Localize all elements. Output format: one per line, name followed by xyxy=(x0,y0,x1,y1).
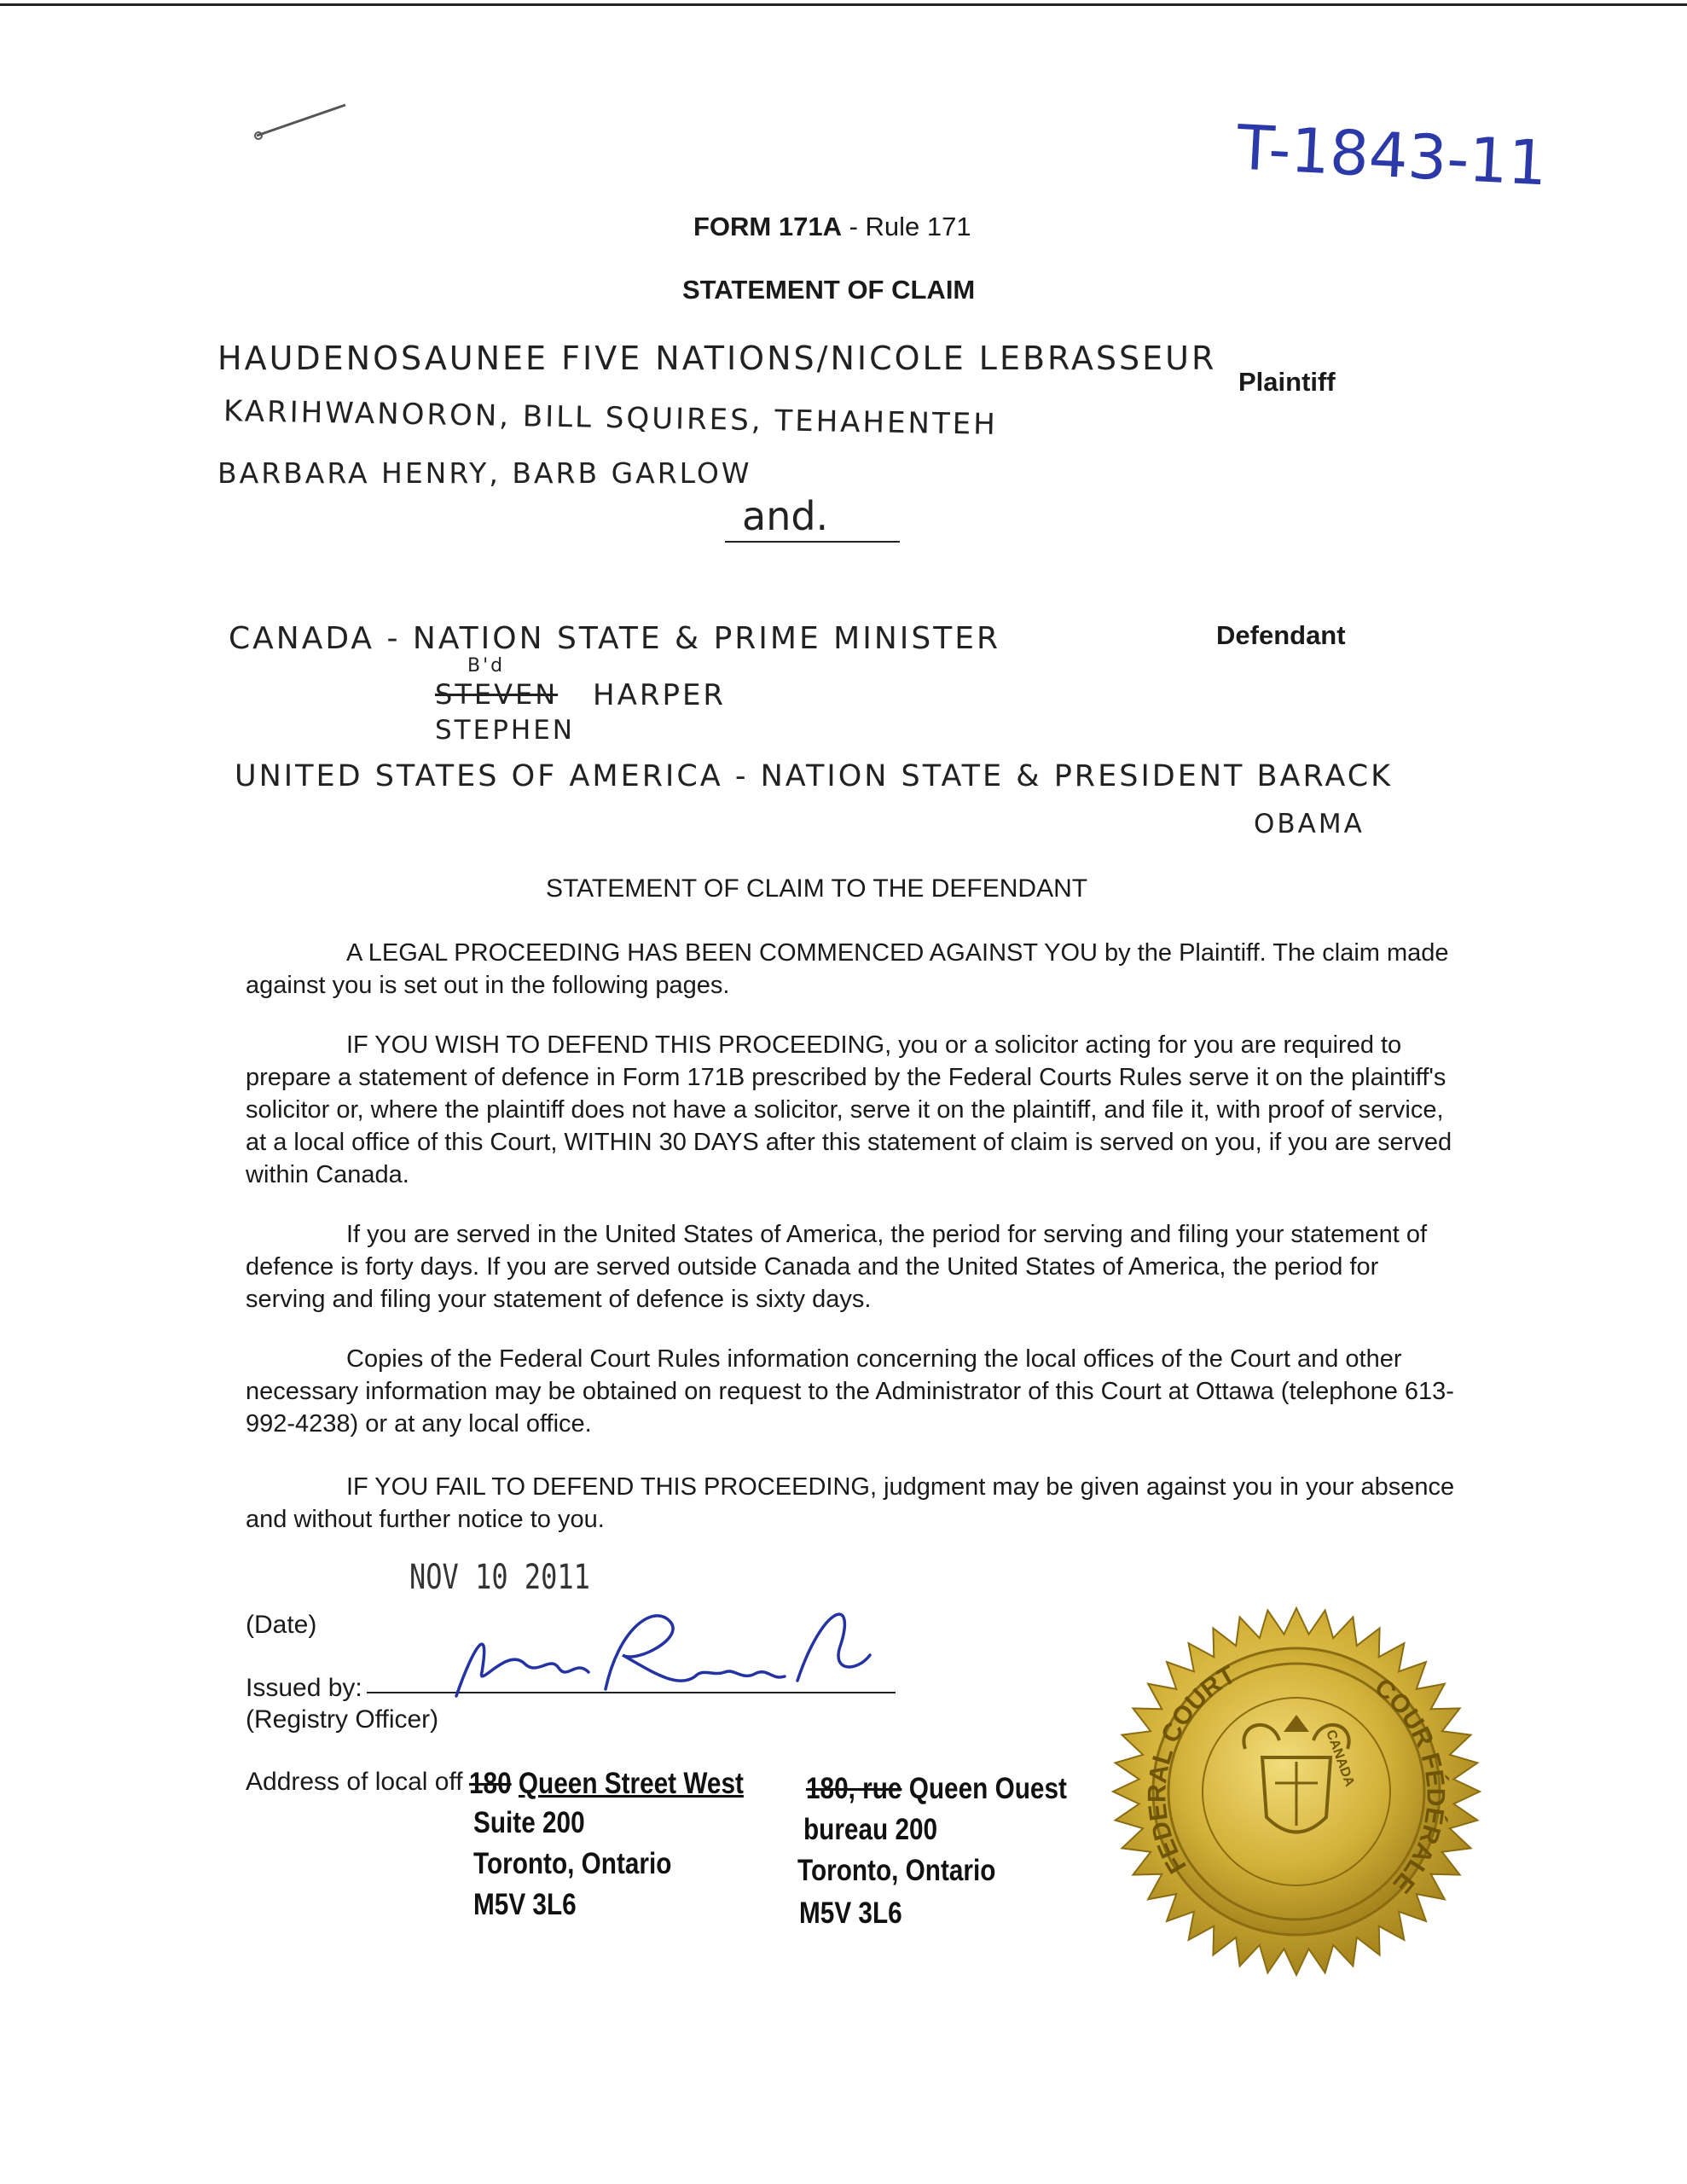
issued-by-label: Issued by: xyxy=(246,1674,362,1702)
struck-name: STEVEN xyxy=(435,678,559,711)
address-fr-suite: bureau 200 xyxy=(803,1813,938,1846)
insert-mark: B'd xyxy=(467,655,506,677)
paragraph-fail-to-defend: IF YOU FAIL TO DEFEND THIS PROCEEDING, judgment may be given against you in your absence and without further notice to you. xyxy=(246,1473,1455,1533)
seal-text-left: FEDERAL COURT xyxy=(1143,1660,1241,1879)
section-title: STATEMENT OF CLAIM TO THE DEFENDANT xyxy=(546,874,1088,903)
address-label: Address of local off xyxy=(246,1768,463,1796)
page-top-border xyxy=(0,3,1687,6)
seal-text-right: COUR FÉDÉRALE xyxy=(1369,1673,1450,1899)
address-en-suite: Suite 200 xyxy=(473,1806,585,1839)
court-file-number: T-1843-11 xyxy=(1235,111,1550,200)
federal-court-seal xyxy=(1109,1604,1484,1979)
paragraph-defend: IF YOU WISH TO DEFEND THIS PROCEEDING, you or a solicitor acting for you are required to prepare a statement of defence in Form 171B prescribed by the Federal Courts Rules serve it on the plaintiff's solicitor or, where the plaintiff does not have a solicitor, serve it on the plaintiff, and file it, with proof of service, at a local office of this Court, WITHIN 30 DAYS after this statement of claim is served on you, if you are served within Canada. xyxy=(246,1031,1452,1188)
defendant-surname: HARPER xyxy=(593,678,727,712)
address-en-postal: M5V 3L6 xyxy=(473,1888,577,1921)
defendant-line-1: CANADA - NATION STATE & PRIME MINISTER xyxy=(229,621,1000,656)
signature xyxy=(431,1595,874,1706)
document-title: STATEMENT OF CLAIM xyxy=(682,275,976,305)
paragraph-copies: Copies of the Federal Court Rules information concerning the local offices of the Court and other necessary information may be obtained on request to the Administrator of this Court at Ottawa (telephone 613-992-4238) or at any local office. xyxy=(246,1345,1454,1438)
address-en-city: Toronto, Ontario xyxy=(473,1847,672,1880)
paragraph-served-usa: If you are served in the United States of America, the period for serving and filing your statement of defence is forty days. If you are served outside Canada and the United States of America, the period for serving and filing your statement of defence is sixty days. xyxy=(246,1221,1428,1313)
date-label: (Date) xyxy=(246,1611,317,1639)
seal-inner-text: CANADA xyxy=(1323,1728,1357,1789)
form-number: FORM 171A - Rule 171 xyxy=(693,212,971,241)
defendant-label: Defendant xyxy=(1216,620,1346,650)
and-text: and. xyxy=(742,493,829,539)
plaintiff-line-3: BARBARA HENRY, BARB GARLOW xyxy=(217,456,752,490)
date-stamp: NOV 10 2011 xyxy=(409,1558,590,1597)
defendant-line-4: OBAMA xyxy=(1254,809,1365,839)
staple-mark xyxy=(252,98,354,141)
paragraph-commenced: A LEGAL PROCEEDING HAS BEEN COMMENCED AGAINST YOU by the Plaintiff. The claim made against you is set out in the following pages. xyxy=(246,939,1449,999)
plaintiff-label: Plaintiff xyxy=(1238,367,1336,397)
plaintiff-line-2: KARIHWANORON, BILL SQUIRES, TEHAHENTEH xyxy=(223,394,999,442)
defendant-line-3: UNITED STATES OF AMERICA - NATION STATE & PRESIDENT BARACK xyxy=(235,759,1394,793)
registry-officer-label: (Registry Officer) xyxy=(246,1705,439,1734)
signature-scribble xyxy=(431,1595,874,1706)
and-underline xyxy=(725,541,900,543)
address-fr-city: Toronto, Ontario xyxy=(797,1854,996,1887)
address-en-line1: 180 Queen Street West xyxy=(469,1767,744,1800)
address-fr-postal: M5V 3L6 xyxy=(799,1896,902,1930)
address-fr-line1: 180, rue Queen Ouest xyxy=(806,1772,1067,1805)
plaintiff-line-1: HAUDENOSAUNEE FIVE NATIONS/NICOLE LEBRASSEUR xyxy=(217,340,1217,377)
name-correction: STEPHEN xyxy=(435,715,575,746)
